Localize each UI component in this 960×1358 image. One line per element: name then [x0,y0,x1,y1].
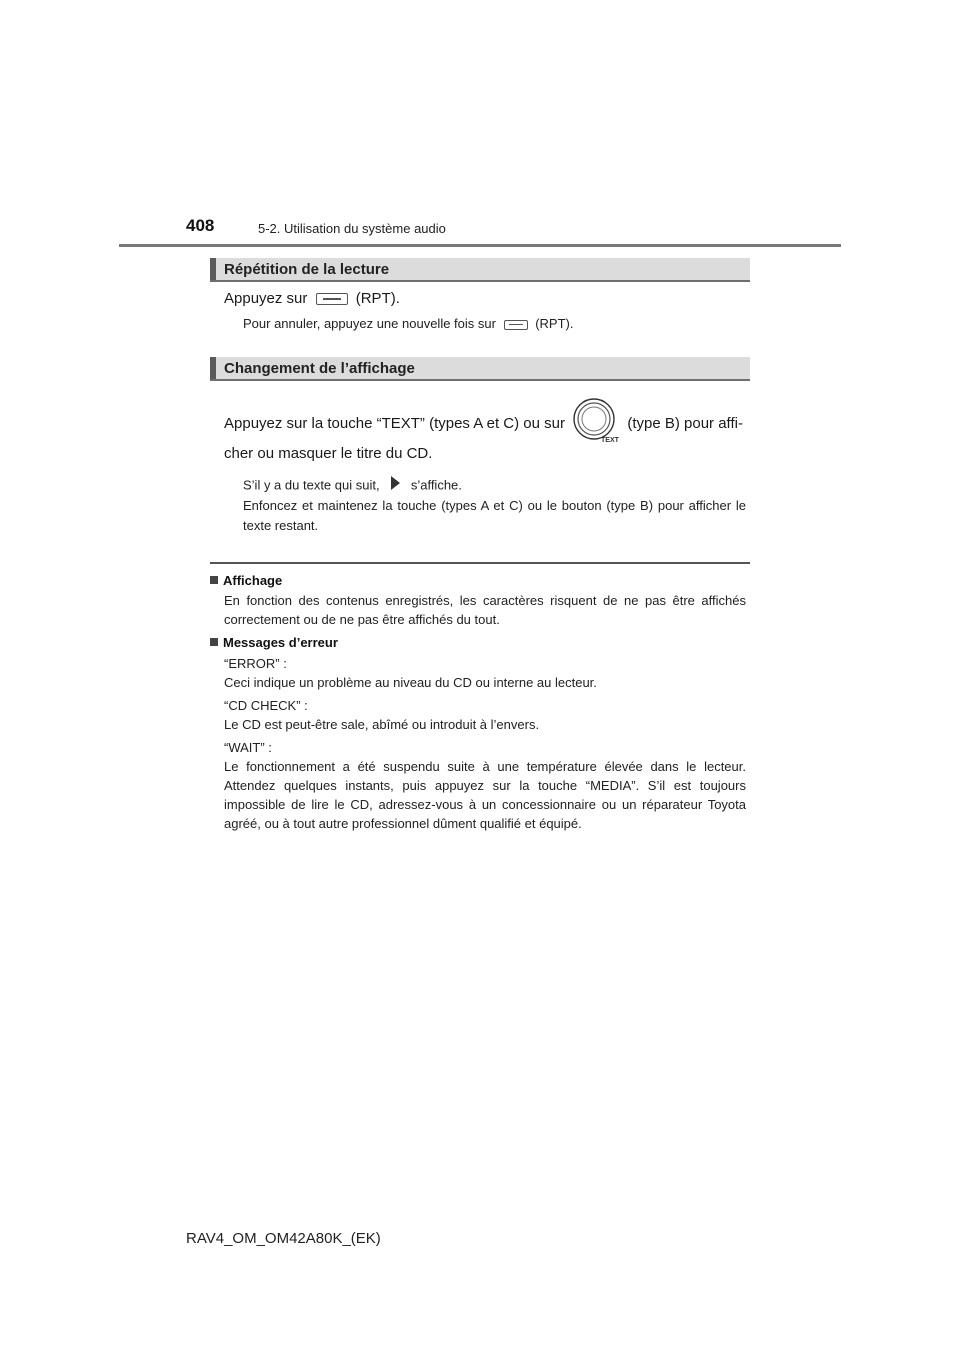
knob-label: TEXT [601,437,620,444]
display-note-1-after: s’affiche. [410,477,462,493]
bullet-square-icon [210,638,218,646]
heading-bar [210,357,216,379]
display-instruction [224,398,754,450]
error-2-code: “CD CHECK” : [224,698,308,713]
affichage-title: Affichage [223,573,283,588]
more-text-arrow-icon [389,475,401,497]
text-knob-icon [569,398,623,450]
section-heading-display [210,357,750,381]
error-1-code: “ERROR” : [224,656,287,671]
display-instruction-part2: (type B) pour affi- [627,414,743,432]
error-2-text: Le CD est peut-être sale, abîmé ou introduit à l’envers. [224,717,540,732]
repeat-instruction [224,289,400,309]
affichage-text: En fonction des contenus enregistrés, les caractères risquent de ne pas être affichés correctement ou de ne pas être affichés du tout. [224,593,746,627]
section-divider [210,562,750,564]
info-affichage-title [210,572,282,590]
repeat-note-after: (RPT). [535,316,574,331]
heading-title: Répétition de la lecture [224,261,390,278]
rpt-button-icon [316,293,348,305]
bullet-square-icon [210,576,218,584]
error-3-text: Le fonctionnement a été suspendu suite à une température élevée dans le lecteur. Attendez quelques instants, puis appuyez sur la touche “MEDIA”. S’il est toujours impossible de lire le CD, adressez-vous à un concessionnaire ou un réparateur Toyota agréé, ou à tout autre professionnel dûment qualifié et équipé. [224,759,746,831]
errors-title: Messages d’erreur [223,635,338,650]
error-1-text: Ceci indique un problème au niveau du CD ou interne au lecteur. [224,675,597,690]
display-note-1-before: S’il y a du texte qui suit, [243,477,380,493]
repeat-note-before: Pour annuler, appuyez une nouvelle fois sur [243,316,496,331]
repeat-instruction-before: Appuyez sur [224,290,308,307]
display-instruction-line2: cher ou masquer le titre du CD. [224,445,433,462]
document-code: RAV4_OM_OM42A80K_(EK) [186,1230,381,1247]
repeat-instruction-after: (RPT). [355,290,400,307]
section-heading-repeat [210,258,750,282]
display-instruction-part1: Appuyez sur la touche “TEXT” (types A et C) ou sur [224,414,565,432]
info-errors-title [210,634,338,652]
heading-bar [210,258,216,280]
display-note-2: Enfoncez et maintenez la touche (types A et C) ou le bouton (type B) pour afficher le texte restant. [243,498,746,533]
repeat-note [243,314,573,334]
error-3-code: “WAIT” : [224,740,272,755]
display-note-1 [243,475,462,497]
header-rule [119,244,841,247]
heading-title: Changement de l’affichage [224,360,415,377]
section-reference: 5-2. Utilisation du système audio [258,221,446,236]
rpt-button-icon [504,320,528,330]
page-number: 408 [186,216,215,235]
